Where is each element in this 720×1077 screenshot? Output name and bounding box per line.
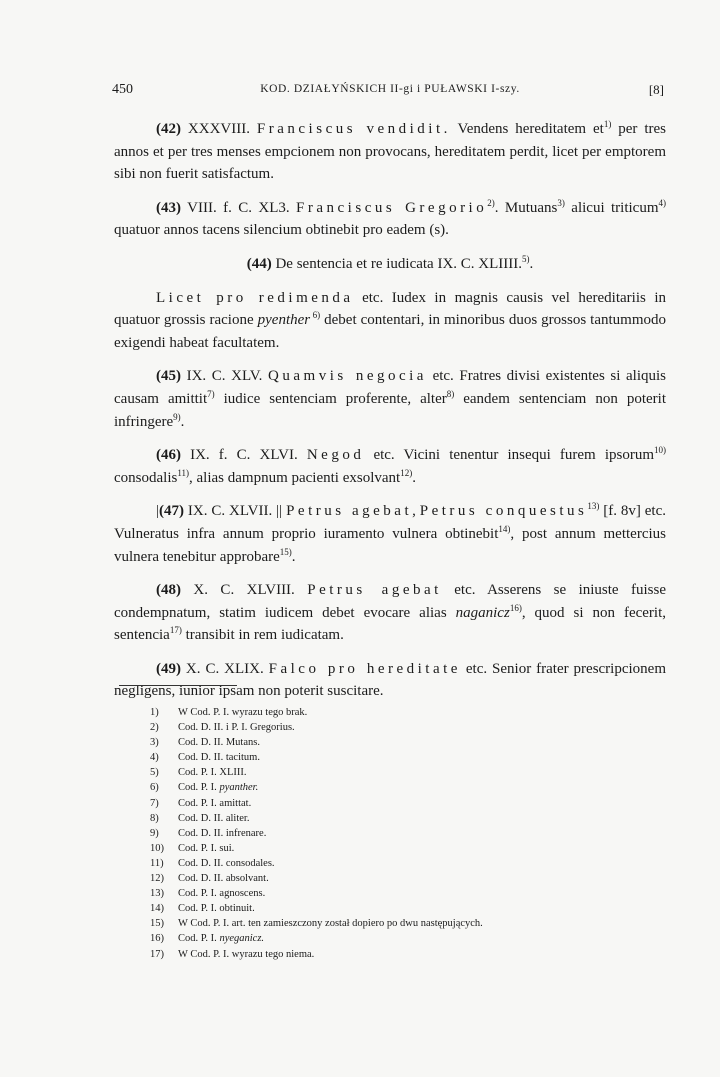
text-run: [f. 8v] etc. Vulneratus infra annum proprio iuramento vulnera obtinebit (114, 503, 667, 542)
footnote-marker: 16) (509, 602, 522, 613)
text-run: Cod. D. II. Mutans. (178, 737, 260, 749)
text-run: Cod. D. II. i P. I. Gregorius. (178, 722, 295, 734)
text-run: VIII. f. C. XL3. (181, 199, 297, 216)
text-run: transibit in rem iudicatam. (181, 627, 344, 644)
footnote-marker: 13) (587, 501, 600, 512)
text-run: Cod. P. I. obtinuit. (178, 903, 255, 915)
footnote-marker: 8) (446, 388, 455, 399)
text-run: etc. Fratres divisi existentes si aliquis causam amittit (114, 368, 666, 407)
text-run: , post annum mettercius vulnera tenebitur approbare (114, 525, 666, 565)
article-number: (46) (156, 447, 181, 464)
text-run: W Cod. P. I. wyrazu tego niema. (178, 948, 315, 960)
footnote (150, 765, 670, 780)
footnote-number: 9) (150, 827, 159, 839)
footnote (150, 901, 670, 916)
footnote-marker: 12) (400, 467, 413, 478)
footnote (150, 871, 670, 886)
text-run: Cod. P. I. (178, 933, 220, 945)
footnote (150, 841, 670, 856)
text-run: eandem sentenciam non poterit infringere (114, 390, 666, 430)
text-run: Petrus conquestus (419, 503, 588, 520)
text-run: Cod. D. II. absolvant. (178, 873, 269, 885)
footnote (150, 947, 670, 962)
footnote-marker: 3) (557, 197, 565, 208)
text-run: Cod. P. I. (178, 782, 220, 794)
article-paragraph (114, 253, 666, 276)
footnote-marker: 4) (658, 197, 666, 208)
section-reference: [8] (648, 82, 664, 97)
text-run: Franciscus Gregorio (296, 199, 488, 216)
footnote-number: 3) (150, 737, 159, 749)
article-number: (42) (156, 121, 181, 137)
footnote-marker: 2) (487, 197, 495, 208)
footnote (150, 720, 670, 735)
text-run: . (412, 469, 416, 486)
footnote-number: 1) (150, 707, 159, 718)
text-run: Cod. D. II. tacitum. (178, 752, 260, 764)
footnote-divider (119, 685, 237, 686)
footnote (150, 856, 670, 871)
text-run: XXXVIII. (181, 121, 257, 137)
footnote (150, 916, 670, 931)
text-run: X. C. XLIX. (181, 660, 269, 677)
text-run: Cod. D. II. aliter. (178, 812, 250, 824)
footnotes (150, 705, 670, 962)
footnote-marker: 1) (603, 119, 612, 129)
text-run: Petrus agebat (286, 503, 413, 520)
footnote-number: 4) (150, 752, 159, 764)
text-run: Franciscus vendidit. (256, 121, 451, 137)
text-run: consodalis (114, 469, 178, 486)
article-paragraph (114, 287, 666, 355)
text-run: IX. C. XLV. (181, 368, 269, 385)
article-paragraph (114, 579, 666, 647)
footnote-marker: 17) (169, 625, 182, 636)
footnote-number: 16) (150, 933, 164, 945)
footnote-number: 10) (150, 842, 164, 854)
article-number: (47) (159, 503, 185, 520)
article-paragraph (114, 197, 666, 242)
article-number: (48) (156, 582, 181, 599)
text-run: Cod. P. I. XLIII. (178, 767, 247, 779)
text-run: Vendens hereditatem et (450, 121, 604, 137)
text-run: IX. C. XLVII. || (184, 503, 287, 520)
text-run: , (412, 503, 420, 520)
article-paragraph (114, 365, 666, 433)
text-run: naganicz (455, 604, 510, 621)
footnote-marker: 10) (654, 445, 666, 456)
text-run: Cod. P. I. amittat. (178, 797, 252, 809)
text-run: etc. Senior frater prescripcionem negligens, iunior ipsam non poterit suscitare. (114, 660, 666, 700)
article-paragraph (114, 118, 666, 186)
text-run: W Cod. P. I. wyrazu tego brak. (178, 707, 308, 718)
footnote-number: 6) (150, 782, 159, 794)
footnote-marker: 14) (498, 523, 511, 534)
text-run: pyanther. (219, 782, 259, 794)
footnote-marker: 15) (279, 546, 292, 557)
text-run: . Mutuans (494, 199, 558, 216)
text-run: etc. Vicini tenentur insequi furem ipsorum (364, 447, 654, 464)
article-paragraph (114, 444, 666, 489)
text-run: quatuor annos tacens silencium obtinebit pro eadem (s). (114, 222, 449, 239)
footnote-number: 7) (150, 797, 159, 809)
footnote (150, 735, 670, 750)
text-run: Negod (306, 447, 365, 464)
text-run: etc. Iudex in magnis causis vel hereditariis in quatuor grossis racione (114, 289, 666, 329)
footnote-marker: 11) (177, 467, 189, 478)
text-run: pyenther (257, 312, 311, 329)
page-number: 450 (112, 82, 133, 97)
article-number: (44) (246, 255, 272, 272)
footnote (150, 705, 670, 720)
footnote-number: 5) (150, 767, 159, 779)
text-run: W Cod. P. I. art. ten zamieszczony został dopiero po dwu następujących. (178, 918, 483, 930)
text-run: Falco pro hereditate (268, 660, 461, 677)
text-run: per tres annos et per tres menses empcionem non provocans, hereditatem perdit, licet per emptorem sibi non fuerit satisfactum. (114, 121, 666, 183)
article-paragraph (114, 500, 666, 568)
page-header (112, 82, 668, 102)
text-run: Petrus agebat (307, 582, 442, 599)
article-number: (43) (156, 199, 181, 216)
footnote-number: 13) (150, 888, 164, 900)
footnote-marker: 5) (522, 253, 530, 264)
article-paragraph (114, 658, 666, 703)
footnote-number: 12) (150, 873, 164, 885)
text-run: IX. f. C. XLVI. (181, 447, 307, 464)
footnote-number: 8) (150, 812, 159, 824)
text-run: Licet pro redimenda (156, 289, 354, 306)
footnote-number: 14) (150, 903, 164, 915)
footnote-number: 11) (150, 857, 164, 869)
footnote-number: 2) (150, 722, 159, 734)
text-run: . (529, 255, 534, 272)
text-run: Quamvis negocia (268, 368, 427, 385)
footnote-marker: 7) (207, 388, 215, 399)
text-run: , quod si non fecerit, sentencia (114, 604, 666, 644)
text-run: Cod. D. II. infrenare. (178, 827, 267, 839)
text-run: alicui triticum (564, 199, 659, 216)
text-run: iudice sentenciam proferente, alter (214, 390, 447, 407)
footnote (150, 796, 670, 811)
footnote-marker: 9) (173, 411, 181, 422)
main-text (114, 118, 666, 714)
footnote-number: 15) (150, 918, 164, 930)
article-number: (49) (156, 660, 181, 677)
text-run: De sentencia et re iudicata IX. C. XLIIII. (271, 255, 523, 272)
text-run: . (180, 413, 185, 430)
text-run: etc. Asserens se iniuste fuisse condempnatum, statim iudicem debet evocare alias (114, 582, 666, 621)
text-run: Cod. P. I. sui. (178, 842, 235, 854)
article-number: (45) (156, 368, 181, 385)
text-run: Cod. P. I. agnoscens. (178, 888, 266, 900)
footnote (150, 826, 670, 841)
text-run: , alias dampnum pacienti exsolvant (189, 469, 401, 486)
footnote (150, 931, 670, 946)
text-run: . (291, 548, 296, 565)
running-head: KOD. DZIAŁYŃSKICH II-gi i PUŁAWSKI I-szy. (260, 83, 520, 95)
footnote (150, 750, 670, 765)
margin-mark: | (156, 503, 160, 520)
text-run: X. C. XLVIII. (181, 582, 308, 599)
footnote-number: 17) (150, 948, 164, 960)
text-run: nyeganicz. (219, 933, 265, 945)
footnote (150, 811, 670, 826)
footnote (150, 886, 670, 901)
text-run: Cod. D. II. consodales. (178, 857, 275, 869)
footnote-marker: 6) (310, 310, 321, 321)
footnote (150, 780, 670, 795)
text-run: debet contentari, in minoribus duos grossos tantummodo exigendi habeat facultatem. (114, 312, 666, 351)
